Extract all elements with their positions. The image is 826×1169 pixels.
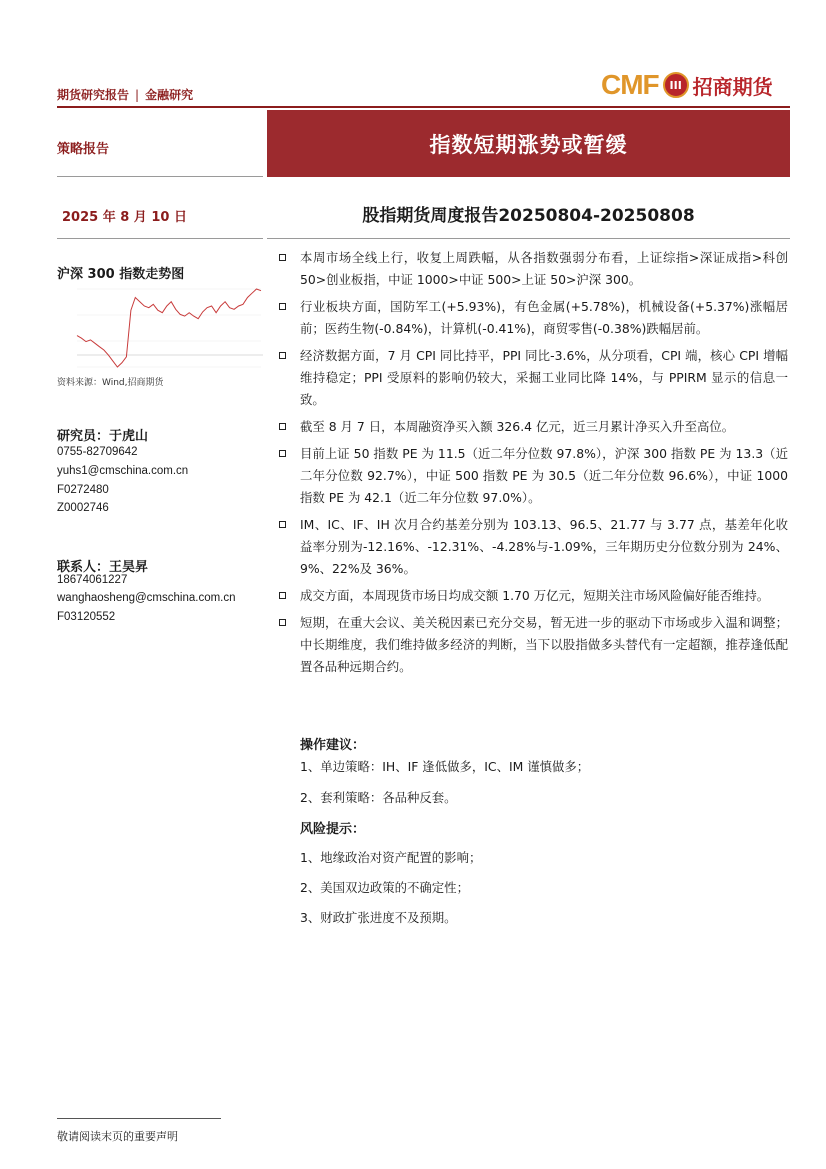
left-divider <box>57 176 263 177</box>
bullet-text: 目前上证 50 指数 PE 为 11.5（近二年分位数 97.8%），沪深 300 指数 PE 为 13.3（近二年分位数 92.7%），中证 500 指数 PE 为 30.5（近二年分位数 96.6%），中证 1000 指数 PE 为 42.1（近二年分位数 97.0%）。 <box>300 446 788 505</box>
report-subtitle: 股指期货周度报告20250804-20250808 <box>362 206 695 226</box>
advice-item: 1、单边策略：IH、IF 逢低做多，IC、IM 谨慎做多； <box>300 759 590 774</box>
report-category: 策略报告 <box>57 142 110 157</box>
contact-heading: 联系人：王昊昇 <box>57 560 149 575</box>
bullet-item <box>276 296 788 340</box>
report-title: 指数短期涨势或暂缓 <box>429 132 628 157</box>
bullet-text: 短期，在重大会议、美关税因素已充分交易，暂无进一步的驱动下市场或步入温和调整；中长期维度，我们维持做多经济的判断，当下以股指做多头替代有一定超额，推荐逢低配置各品种远期合约。 <box>300 615 788 674</box>
title-banner <box>267 110 790 177</box>
bullet-text: 截至 8 月 7 日，本周融资净买入额 326.4 亿元，近三月累计净买入升至高位。 <box>300 419 735 434</box>
risk-item: 2、美国双边政策的不确定性； <box>300 880 469 895</box>
chart-title: 沪深 300 指数走势图 <box>57 267 185 282</box>
report-type-label: 期货研究报告 <box>57 88 130 102</box>
advice-heading: 操作建议： <box>300 738 366 753</box>
risk-item: 3、财政扩张进度不及预期。 <box>300 910 457 925</box>
footer-divider <box>57 1118 221 1119</box>
bullet-text: 经济数据方面，7 月 CPI 同比持平，PPI 同比-3.6%，从分项看，CPI 端，核心 CPI 增幅维持稳定；PPI 受原料的影响仍较大，采掘工业同比降 14%，与 PPIRM 显示的信息一致。 <box>300 348 788 407</box>
contact-phone: 18674061227 <box>57 574 128 586</box>
advice-item: 2、套利策略：各品种反套。 <box>300 790 457 805</box>
bullet-item <box>276 585 788 607</box>
index-trend-chart <box>57 283 263 373</box>
checkbox-bullet-icon <box>279 423 286 430</box>
report-date: 2025 年 8 月 10 日 <box>62 210 187 225</box>
contact-license: F03120552 <box>57 611 116 623</box>
analyst-license-2: Z0002746 <box>57 502 109 514</box>
analyst-phone: 0755-82709642 <box>57 446 138 458</box>
company-logo <box>601 68 773 102</box>
checkbox-bullet-icon <box>279 521 286 528</box>
checkbox-bullet-icon <box>279 592 286 599</box>
footer-disclaimer: 敬请阅读末页的重要声明 <box>57 1130 178 1143</box>
risk-heading: 风险提示： <box>300 822 366 837</box>
logo-company-name: 招商期货 <box>692 74 773 99</box>
research-area-label: 金融研究 <box>145 88 194 102</box>
header-separator: | <box>135 88 140 102</box>
summary-bullets <box>276 247 788 683</box>
analyst-license-1: F0272480 <box>57 484 109 496</box>
logo-cmf-text: CMF <box>601 69 659 100</box>
checkbox-bullet-icon <box>279 254 286 261</box>
title-divider <box>267 238 790 239</box>
report-type-header <box>57 86 193 103</box>
checkbox-bullet-icon <box>279 619 286 626</box>
risk-item: 1、地缘政治对资产配置的影响； <box>300 850 482 865</box>
analyst-email[interactable]: yuhs1@cmschina.com.cn <box>57 465 189 477</box>
bullet-item <box>276 443 788 509</box>
bullet-item <box>276 612 788 678</box>
logo-badge-icon: III <box>663 72 689 98</box>
bullet-text: 成交方面，本周现货市场日均成交额 1.70 万亿元，短期关注市场风险偏好能否维持。 <box>300 588 770 603</box>
bullet-item <box>276 514 788 580</box>
bullet-text: 本周市场全线上行，收复上周跌幅，从各指数强弱分布看，上证综指>深证成指>科创 50>创业板指，中证 1000>中证 500>上证 50>沪深 300。 <box>300 250 788 287</box>
checkbox-bullet-icon <box>279 352 286 359</box>
trend-chart-svg <box>57 283 263 373</box>
contact-email[interactable]: wanghaosheng@cmschina.com.cn <box>57 592 236 604</box>
bullet-text: 行业板块方面，国防军工(+5.93%)，有色金属(+5.78%)，机械设备(+5.37%)涨幅居前；医药生物(-0.84%)，计算机(-0.41%)，商贸零售(-0.38%)跌幅居前。 <box>300 299 788 336</box>
checkbox-bullet-icon <box>279 450 286 457</box>
left-divider <box>57 238 263 239</box>
bullet-item <box>276 247 788 291</box>
header-divider <box>57 106 790 108</box>
bullet-text: IM、IC、IF、IH 次月合约基差分别为 103.13、96.5、21.77 与 3.77 点，基差年化收益率分别为-12.16%、-12.31%、-4.28%与-1.09%，三年期历史分位数分别为 24%、9%、22%及 36%。 <box>300 517 788 576</box>
bullet-item <box>276 416 788 438</box>
bullet-item <box>276 345 788 411</box>
analyst-heading: 研究员：于虎山 <box>57 429 149 444</box>
chart-source: 资料来源：Wind,招商期货 <box>57 378 164 388</box>
checkbox-bullet-icon <box>279 303 286 310</box>
